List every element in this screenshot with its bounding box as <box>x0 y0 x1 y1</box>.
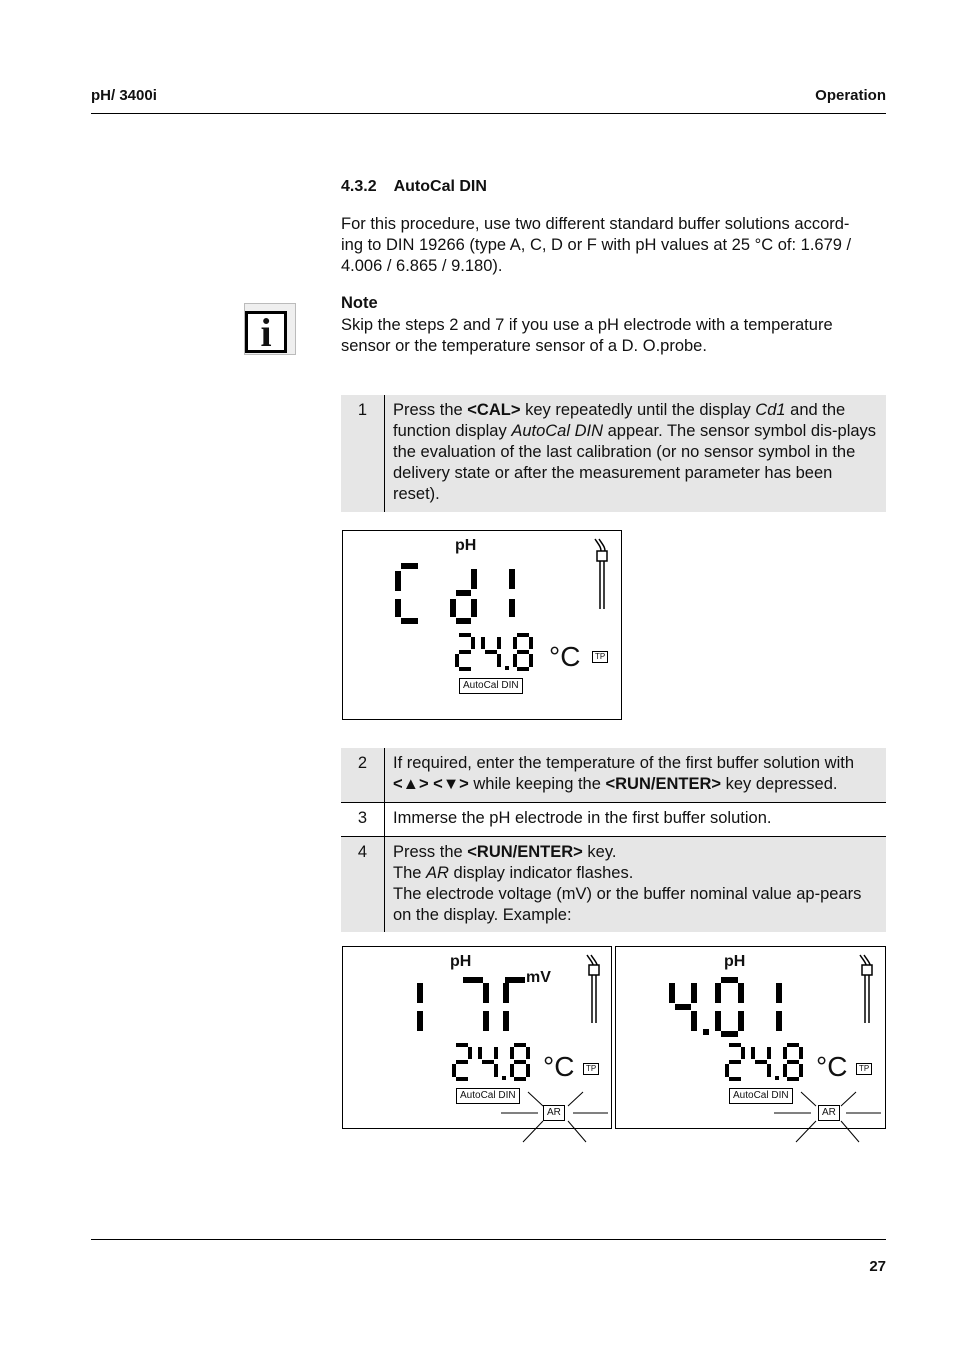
step-4 <box>341 837 886 932</box>
note-title: Note <box>341 294 378 312</box>
sensor-icon <box>860 955 872 1023</box>
info-icon-glyph: i <box>245 311 287 353</box>
lcd-function-display: AutoCal DIN <box>456 1088 520 1104</box>
lcd-tp-indicator: TP <box>856 1063 872 1075</box>
lcd-mv-label: mV <box>526 969 551 986</box>
footer-rule <box>91 1239 886 1240</box>
lcd-main-decimal <box>703 1029 709 1035</box>
step-divider <box>384 837 385 932</box>
step-3 <box>341 803 886 836</box>
step-divider <box>384 748 385 802</box>
lcd-ar-indicator: AR <box>818 1105 840 1121</box>
key-arrows: <▲> <▼> <box>393 775 469 793</box>
lcd-display-cd1 <box>342 530 622 720</box>
lcd-display-buffer <box>615 946 886 1129</box>
step-text-part: The electrode voltage (mV) or the buffer nominal value ap-pears on the display. Example: <box>393 885 862 924</box>
sensor-icon <box>595 539 607 609</box>
header-right: Operation <box>815 87 886 104</box>
note-line: sensor or the temperature sensor of a D. O.probe. <box>341 337 707 355</box>
intro-line: For this procedure, use two different standard buffer solutions accord- <box>341 215 850 233</box>
lcd-temp-digits <box>727 1045 801 1079</box>
header-rule <box>91 113 886 114</box>
step-text-part: Press the <box>393 843 468 861</box>
section-title-text: AutoCal DIN <box>393 178 487 195</box>
step-number: 3 <box>357 809 368 827</box>
page-number: 27 <box>869 1258 886 1275</box>
step-text-part: appear. The sensor symbol dis-plays the evaluation of the last calibration (or no sensor symbol in the delivery state or after the measurement parameter has been reset). <box>393 422 877 503</box>
intro-paragraph <box>341 214 889 277</box>
step-number: 1 <box>357 401 368 419</box>
header-left: pH/ 3400i <box>91 87 157 104</box>
step-text <box>393 808 878 829</box>
step-text-part: while keeping the <box>468 775 606 793</box>
step-text-part: display indicator flashes. <box>448 864 634 882</box>
lcd-main-digits <box>420 980 503 1031</box>
step-text-part: The <box>393 864 427 882</box>
step-number: 2 <box>357 754 368 772</box>
step-divider <box>384 395 385 512</box>
lcd-tp-indicator: TP <box>583 1063 599 1075</box>
ar-indicator-ref: AR <box>426 864 449 882</box>
lcd-main-digits <box>672 980 779 1034</box>
step-text-part: Press the <box>393 401 468 419</box>
lcd-decimal-point <box>505 666 509 670</box>
lcd-decimal-point <box>775 1076 779 1080</box>
lcd-decimal-point <box>502 1076 506 1080</box>
function-display-ref: AutoCal DIN <box>511 422 604 440</box>
section-number: 4.3.2 <box>341 178 377 195</box>
step-text-part: If required, enter the temperature of the first buffer solution with <box>393 754 855 772</box>
display-cd1-ref: Cd1 <box>755 401 786 419</box>
step-divider <box>384 803 385 836</box>
lcd-temp-digits <box>457 635 531 669</box>
section-title <box>341 178 487 196</box>
sensor-icon <box>587 955 599 1023</box>
key-cal: <CAL> <box>467 401 521 419</box>
step-2 <box>341 748 886 802</box>
lcd-segments <box>616 947 887 1147</box>
lcd-tp-indicator: TP <box>592 651 608 663</box>
note-text <box>341 315 889 357</box>
key-run-enter: <RUN/ENTER> <box>605 775 722 793</box>
step-text-part: key. <box>582 843 617 861</box>
lcd-degree-unit: °C <box>549 641 581 672</box>
lcd-ph-label: pH <box>455 537 477 554</box>
step-text-part: and the function display <box>393 401 846 440</box>
lcd-degree-unit: °C <box>816 1051 848 1082</box>
step-text-part: Immerse the pH electrode in the first buffer solution. <box>393 809 772 827</box>
lcd-segments <box>343 947 613 1147</box>
step-text <box>393 842 878 926</box>
step-1 <box>341 395 886 512</box>
step-number: 4 <box>357 843 368 861</box>
lcd-function-display: AutoCal DIN <box>729 1088 793 1104</box>
lcd-display-mv <box>342 946 612 1129</box>
intro-line: 4.006 / 6.865 / 9.180). <box>341 257 503 275</box>
lcd-function-display: AutoCal DIN <box>459 678 523 694</box>
lcd-temp-digits <box>454 1045 528 1079</box>
intro-line: ing to DIN 19266 (type A, C, D or F with pH values at 25 °C of: 1.679 / <box>341 236 852 254</box>
lcd-main-digits <box>398 566 512 621</box>
lcd-ph-label: pH <box>450 953 472 970</box>
info-icon <box>244 303 296 355</box>
step-text-part: key repeatedly until the display <box>520 401 756 419</box>
note-line: Skip the steps 2 and 7 if you use a pH electrode with a temperature <box>341 316 833 334</box>
step-text <box>393 400 878 505</box>
step-text <box>393 753 878 795</box>
lcd-ar-indicator: AR <box>543 1105 565 1121</box>
lcd-ph-label: pH <box>724 953 746 970</box>
lcd-degree-unit: °C <box>543 1051 575 1082</box>
key-run-enter: <RUN/ENTER> <box>467 843 583 861</box>
step-text-part: key depressed. <box>721 775 838 793</box>
